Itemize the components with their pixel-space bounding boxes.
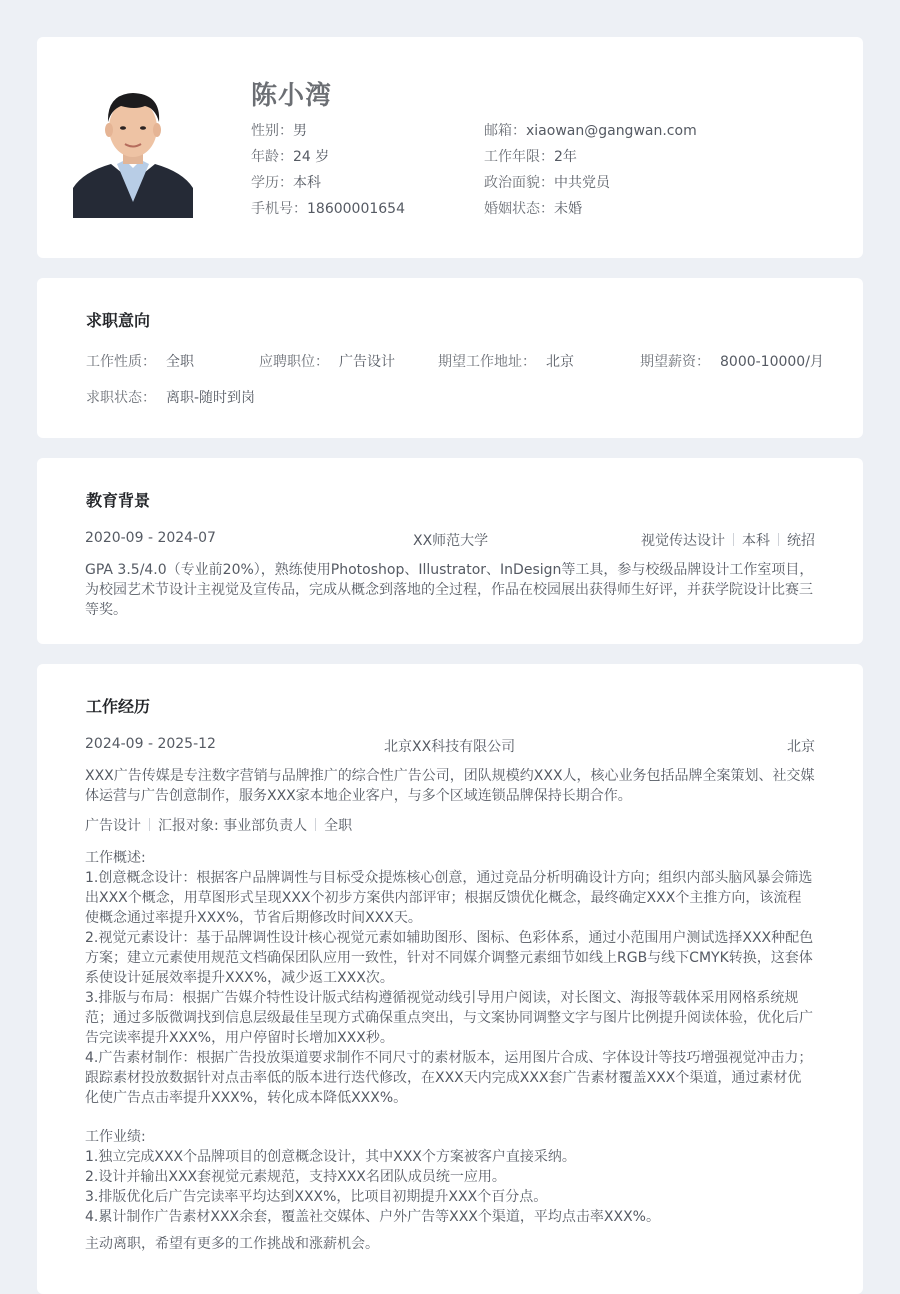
edu-period: 2020-09 - 2024-07 <box>85 530 216 546</box>
edu-degree: 本科 <box>742 533 770 549</box>
education-card <box>37 458 863 644</box>
years-row <box>484 144 697 170</box>
section-title-intent: 求职意向 <box>86 311 151 330</box>
achievement-item: 2.设计并输出XXX套视觉元素规范，支持XXX名团队成员统一应用。 <box>85 1169 506 1185</box>
overview-item: 2.视觉元素设计：基于品牌调性设计核心视觉元素如辅助图形、图标、色彩体系，通过小范围用户测试选择XXX种配色方案；建立元素使用规范文档确保团队应用一致性，针对不同媒介调整元素细节如线上RGB与线下CMYK转换，这套体系使设计延展效率提升XXX%，减少返工XXX次。 <box>85 930 814 986</box>
intent-type-value: 全职 <box>166 354 194 370</box>
intent-location-value: 北京 <box>546 354 574 370</box>
basic-info-right <box>484 118 697 222</box>
divider <box>778 533 779 546</box>
age-row <box>251 144 405 170</box>
work-period: 2024-09 - 2025-12 <box>85 736 216 752</box>
education-label: 学历： <box>251 175 293 191</box>
education-value: 本科 <box>293 175 321 191</box>
job-intent-card <box>37 278 863 438</box>
section-title-work: 工作经历 <box>86 697 151 716</box>
overview-item: 3.排版与布局：根据广告媒介特性设计版式结构遵循视觉动线引导用户阅读，对长图文、海报等载体采用网格系统规范；通过多版微调找到信息层级最佳呈现方式确保重点突出，与文案协同调整文字与图片比例提升阅读体验，优化后广告完读率提升XXX%，用户停留时长增加XXX秒。 <box>85 990 813 1046</box>
candidate-name: 陈小湾 <box>251 81 333 111</box>
edu-description: GPA 3.5/4.0（专业前20%），熟练使用Photoshop、Illustrator、InDesign等工具，参与校级品牌设计工作室项目，为校园艺术节设计主视觉及宣传品，完成从概念到落地的全过程，作品在校园展出获得师生好评，并获学院设计比赛三等奖。 <box>85 562 814 618</box>
avatar-photo <box>73 84 193 218</box>
intent-type <box>86 351 194 371</box>
edu-mode: 统招 <box>787 533 815 549</box>
intent-salary-value: 8000-10000/月 <box>720 354 824 370</box>
intent-position <box>259 351 395 371</box>
politics-value: 中共党员 <box>554 175 610 191</box>
company-description: XXX广告传媒是专注数字营销与品牌推广的综合性广告公司，团队规模约XXX人，核心业务包括品牌全案策划、社交媒体运营与广告创意制作，服务XXX家本地企业客户，与多个区域连锁品牌保持长期合作。 <box>85 768 815 804</box>
intent-status <box>86 387 255 407</box>
achievements-label: 工作业绩: <box>85 1129 146 1145</box>
section-title-education: 教育背景 <box>86 491 151 510</box>
work-tags <box>85 815 352 835</box>
marital-label: 婚姻状态： <box>484 201 554 217</box>
intent-location-label: 期望工作地址： <box>438 354 536 370</box>
gender-row <box>251 118 405 144</box>
marital-value: 未婚 <box>554 201 582 217</box>
intent-position-value: 广告设计 <box>339 354 395 370</box>
email-row <box>484 118 697 144</box>
politics-label: 政治面貌： <box>484 175 554 191</box>
divider <box>149 818 150 831</box>
overview-item: 4.广告素材制作：根据广告投放渠道要求制作不同尺寸的素材版本，运用图片合成、字体设计等技巧增强视觉冲击力；跟踪素材投放数据针对点击率低的版本进行迭代修改，在XXX天内完成XXX套广告素材覆盖XXX个渠道，通过素材优化使广告点击率提升XXX%，转化成本降低XXX%。 <box>85 1050 813 1106</box>
phone-row <box>251 196 405 222</box>
overview-item: 1.创意概念设计：根据客户品牌调性与目标受众提炼核心创意，通过竞品分析明确设计方向；组织内部头脑风暴会筛选出XXX个概念，用草图形式呈现XXX个初步方案供内部评审；根据反馈优化概念，最终确定XXX个主推方向，该流程使概念通过率提升XXX%，节省后期修改时间XXX天。 <box>85 870 813 926</box>
age-label: 年龄： <box>251 149 293 165</box>
achievement-item: 1.独立完成XXX个品牌项目的创意概念设计，其中XXX个方案被客户直接采纳。 <box>85 1149 576 1165</box>
leave-reason: 主动离职，希望有更多的工作挑战和涨薪机会。 <box>85 1236 379 1252</box>
years-label: 工作年限： <box>484 149 554 165</box>
years-value: 2年 <box>554 149 577 165</box>
profile-card <box>37 37 863 258</box>
work-role: 广告设计 <box>85 818 141 834</box>
marital-row <box>484 196 697 222</box>
intent-type-label: 工作性质： <box>86 354 156 370</box>
intent-position-label: 应聘职位： <box>259 354 329 370</box>
work-city: 北京 <box>787 739 815 755</box>
age-value: 24 岁 <box>293 149 330 165</box>
work-job-type: 全职 <box>324 818 353 834</box>
intent-location <box>438 351 574 371</box>
work-report-to: 汇报对象: 事业部负责人 <box>158 818 308 834</box>
gender-label: 性别： <box>251 123 293 139</box>
edu-school: XX师范大学 <box>413 533 489 549</box>
education-row <box>251 170 405 196</box>
edu-tags <box>641 530 815 550</box>
intent-status-label: 求职状态： <box>86 390 156 406</box>
intent-status-value: 离职-随时到岗 <box>166 390 256 406</box>
email-value[interactable]: xiaowan@gangwan.com <box>526 123 697 139</box>
work-overview <box>85 848 815 1108</box>
work-achievements <box>85 1127 815 1227</box>
divider <box>315 818 316 831</box>
intent-salary-label: 期望薪资： <box>640 354 710 370</box>
phone-value[interactable]: 18600001654 <box>307 201 405 217</box>
achievement-item: 4.累计制作广告素材XXX余套，覆盖社交媒体、户外广告等XXX个渠道，平均点击率XXX%。 <box>85 1209 660 1225</box>
overview-label: 工作概述: <box>85 850 146 866</box>
achievement-item: 3.排版优化后广告完读率平均达到XXX%，比项目初期提升XXX个百分点。 <box>85 1189 548 1205</box>
basic-info-left <box>251 118 405 222</box>
work-company: 北京XX科技有限公司 <box>384 739 516 755</box>
edu-major: 视觉传达设计 <box>641 533 725 549</box>
divider <box>733 533 734 546</box>
work-card <box>37 664 863 1294</box>
intent-salary <box>640 351 824 371</box>
avatar <box>73 84 193 218</box>
gender-value: 男 <box>293 123 307 139</box>
phone-label: 手机号： <box>251 201 307 217</box>
email-label: 邮箱： <box>484 123 526 139</box>
politics-row <box>484 170 697 196</box>
